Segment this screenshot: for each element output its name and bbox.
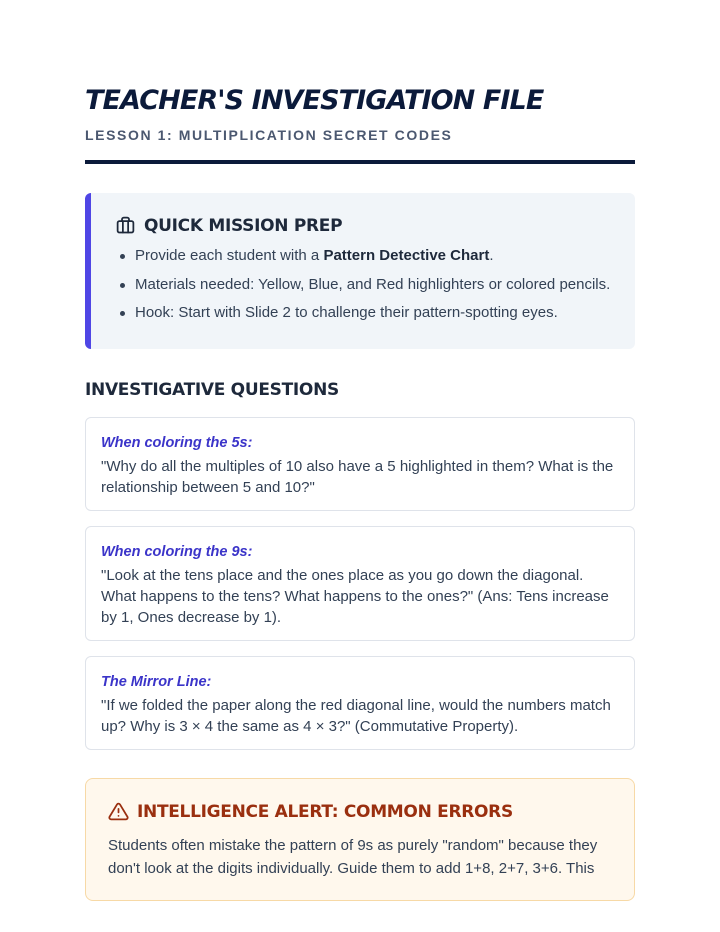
common-errors-alert	[85, 778, 635, 901]
question-text: "If we folded the paper along the red diagonal line, would the numbers match up? Why is 3 × 4 the same as 4 × 3?" (Commutative Property).	[101, 697, 611, 735]
alert-header	[108, 801, 612, 822]
mission-prep-item: Hook: Start with Slide 2 to challenge their pattern-spotting eyes.	[135, 303, 611, 323]
mission-prep-item-bold: Pattern Detective Chart	[323, 247, 490, 264]
question-label: When coloring the 9s:	[101, 544, 253, 560]
question-label: When coloring the 5s:	[101, 435, 253, 451]
document-title: TEACHER'S INVESTIGATION FILE	[85, 85, 544, 116]
alert-title: INTELLIGENCE ALERT: COMMON ERRORS	[137, 801, 513, 822]
question-text: "Why do all the multiples of 10 also have a 5 highlighted in them? What is the relationship between 5 and 10?"	[101, 458, 614, 496]
mission-prep-list	[115, 246, 611, 323]
mission-prep-box	[85, 193, 635, 349]
section-heading: INVESTIGATIVE QUESTIONS	[85, 380, 339, 400]
question-list	[85, 417, 635, 750]
document-subtitle: LESSON 1: MULTIPLICATION SECRET CODES	[85, 127, 453, 143]
briefcase-icon	[115, 215, 136, 236]
question-text: "Look at the tens place and the ones place as you go down the diagonal. What happens to the tens? What happens to the ones?" (Ans: Tens increase by 1, Ones decrease by 1).	[101, 567, 609, 626]
question-card	[85, 656, 635, 750]
mission-prep-title: QUICK MISSION PREP	[144, 215, 343, 236]
title-divider	[85, 160, 635, 164]
warning-triangle-icon	[108, 801, 129, 822]
question-card	[85, 526, 635, 641]
question-card	[85, 417, 635, 511]
mission-prep-item-text: Provide each student with a	[135, 247, 324, 264]
mission-prep-header	[115, 215, 611, 236]
mission-prep-item: Materials needed: Yellow, Blue, and Red highlighters or colored pencils.	[135, 275, 611, 293]
question-label: The Mirror Line:	[101, 674, 212, 690]
alert-text: Students often mistake the pattern of 9s as purely "random" because they don't look at the digits individually. Guide them to add 1+8, 2+7, 3+6. This	[108, 837, 598, 877]
mission-prep-item-suffix: .	[489, 247, 494, 264]
mission-prep-item	[135, 246, 611, 266]
